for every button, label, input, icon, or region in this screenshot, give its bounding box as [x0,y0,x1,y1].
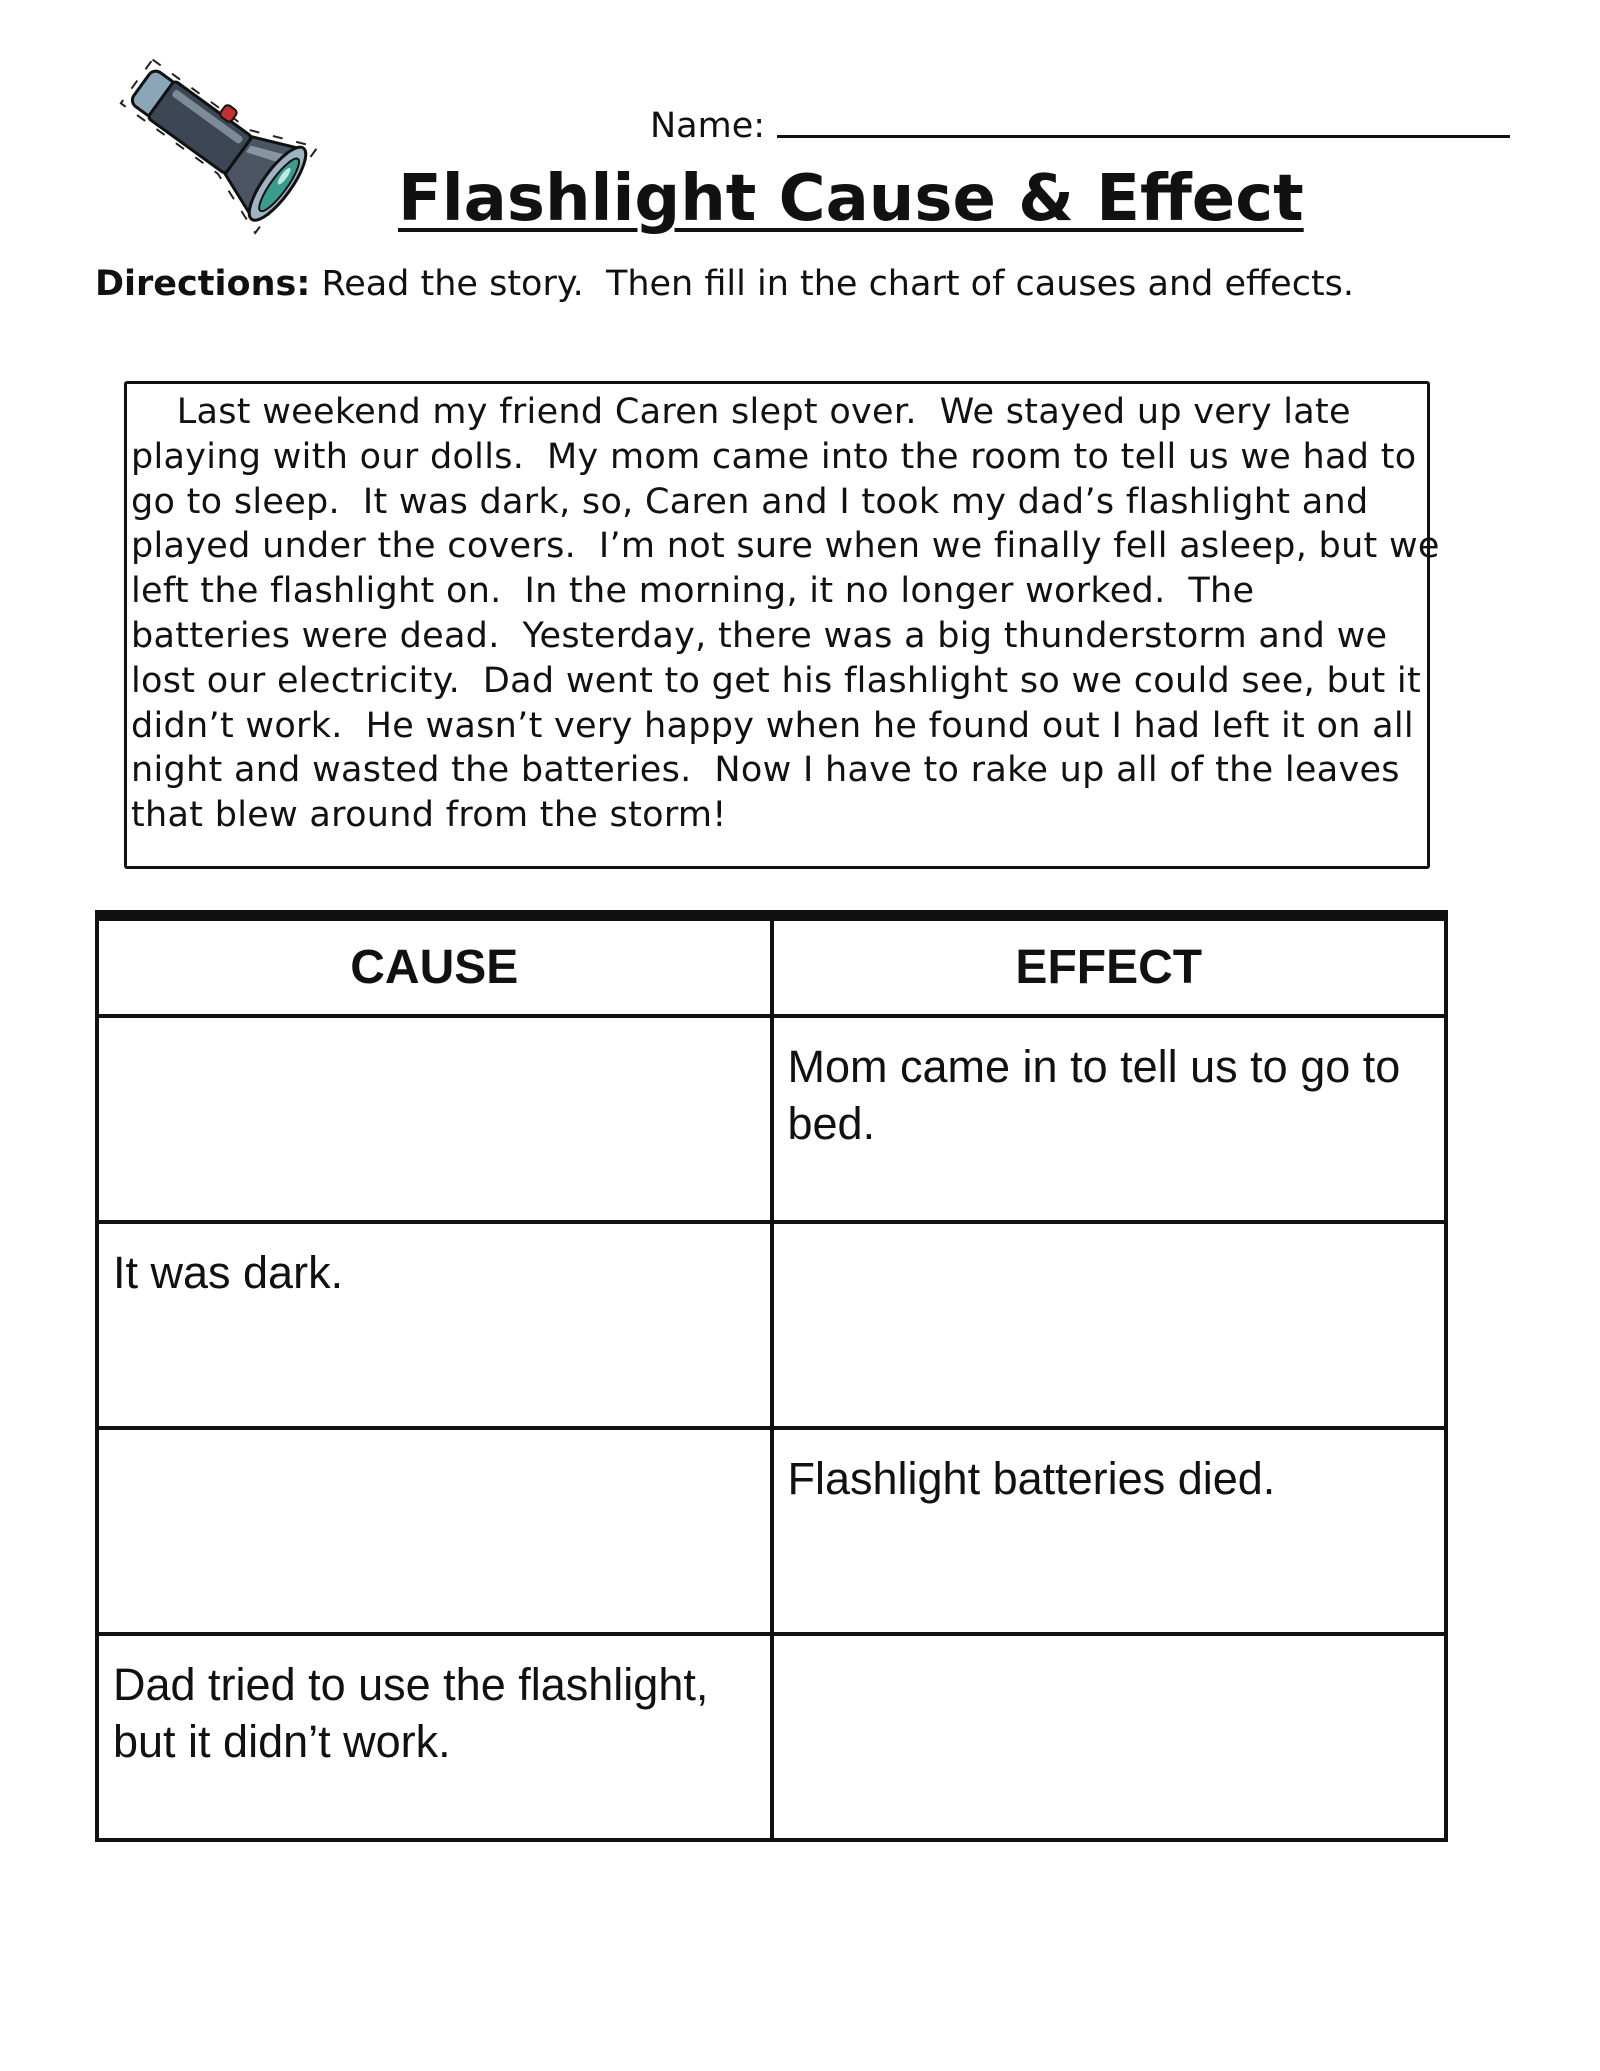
story-box [124,381,1440,869]
story-line: batteries were dead. Yesterday, there was a big thunderstorm and we [131,615,1388,656]
story-line: didn’t work. He wasn’t very happy when he found out I had left it on all [131,705,1414,746]
directions-text: Read the story. Then fill in the chart of causes and effects. [310,264,1355,304]
story-line: Last weekend my friend Caren slept over. We stayed up very late [131,392,1351,432]
story-line: that blew around from the storm! [131,795,727,836]
effect-cell[interactable]: Mom came in to tell us to go to bed. [772,1016,1447,1222]
effect-cell[interactable]: Flashlight batteries died. [772,1428,1447,1634]
chart-header-row [97,916,1446,1017]
page-title: Flashlight Cause & Effect [398,162,1304,236]
table-row [97,1428,1446,1634]
story-line: playing with our dolls. My mom came into the room to tell us we had to [131,436,1417,477]
table-row [97,1016,1446,1222]
cause-cell[interactable] [97,1428,772,1634]
story-line: played under the covers. I’m not sure when we finally fell asleep, but we [131,526,1440,567]
effect-cell[interactable] [772,1222,1447,1428]
cause-effect-chart [95,910,1448,1842]
name-blank-line[interactable] [777,134,1510,138]
effect-cell[interactable] [772,1634,1447,1840]
story-line: left the flashlight on. In the morning, it no longer worked. The [131,571,1255,612]
table-row [97,1634,1446,1840]
directions-label: Directions: [95,264,311,304]
story-line: go to sleep. It was dark, so, Caren and I took my dad’s flashlight and [131,481,1369,522]
cause-cell[interactable]: Dad tried to use the flashlight, but it didn’t work. [97,1634,772,1840]
cause-cell[interactable]: It was dark. [97,1222,772,1428]
story-text [131,390,1440,838]
story-line: lost our electricity. Dad went to get his flashlight so we could see, but it [131,660,1421,701]
cause-header: CAUSE [97,916,772,1017]
flashlight-icon [88,34,344,244]
table-row [97,1222,1446,1428]
name-field[interactable] [650,94,1510,146]
name-label: Name: [650,106,766,146]
story-line: night and wasted the batteries. Now I have to rake up all of the leaves [131,750,1400,791]
directions [95,264,1354,304]
cause-cell[interactable] [97,1016,772,1222]
effect-header: EFFECT [772,916,1447,1017]
